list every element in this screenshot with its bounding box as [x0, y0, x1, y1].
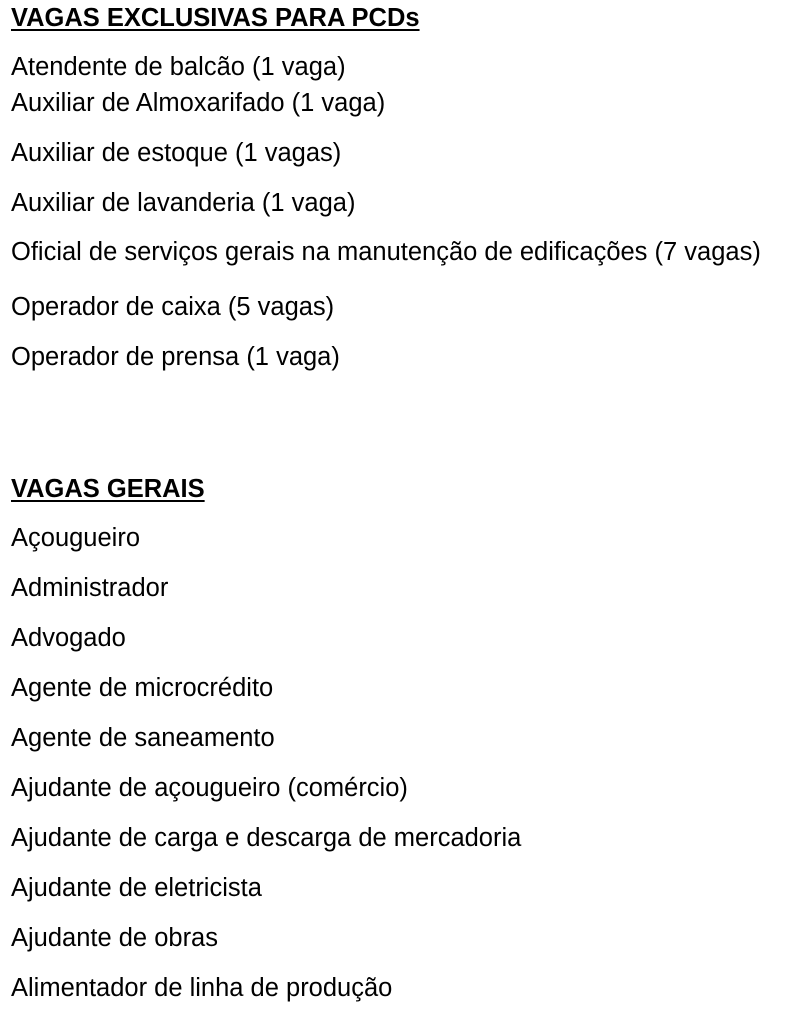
list-item: Operador de caixa (5 vagas) [11, 293, 335, 321]
list-item: Ajudante de obras [11, 924, 218, 952]
list-item: Agente de microcrédito [11, 674, 274, 702]
list-item: Administrador [11, 574, 169, 602]
list-item: Auxiliar de estoque (1 vagas) [11, 139, 342, 167]
list-item: Ajudante de açougueiro (comércio) [11, 774, 408, 802]
list-item: Agente de saneamento [11, 724, 275, 752]
list-item: Advogado [11, 624, 126, 652]
list-item: Atendente de balcão (1 vaga) [11, 53, 346, 81]
list-item: Ajudante de carga e descarga de mercadoria [11, 824, 522, 852]
list-item: Açougueiro [11, 524, 141, 552]
list-item: Ajudante de eletricista [11, 874, 262, 902]
general-job-list [11, 523, 781, 1023]
list-item: Oficial de serviços gerais na manutenção de edificações (7 vagas) [11, 238, 761, 266]
list-item: Alimentador de linha de produção [11, 974, 393, 1002]
list-item: Operador de prensa (1 vaga) [11, 343, 340, 371]
pcd-section-title: VAGAS EXCLUSIVAS PARA PCDs [11, 4, 420, 32]
list-item: Auxiliar de Almoxarifado (1 vaga) [11, 89, 386, 117]
list-item: Auxiliar de lavanderia (1 vaga) [11, 189, 356, 217]
general-section-title: VAGAS GERAIS [11, 475, 205, 503]
pcd-job-list [11, 52, 781, 392]
